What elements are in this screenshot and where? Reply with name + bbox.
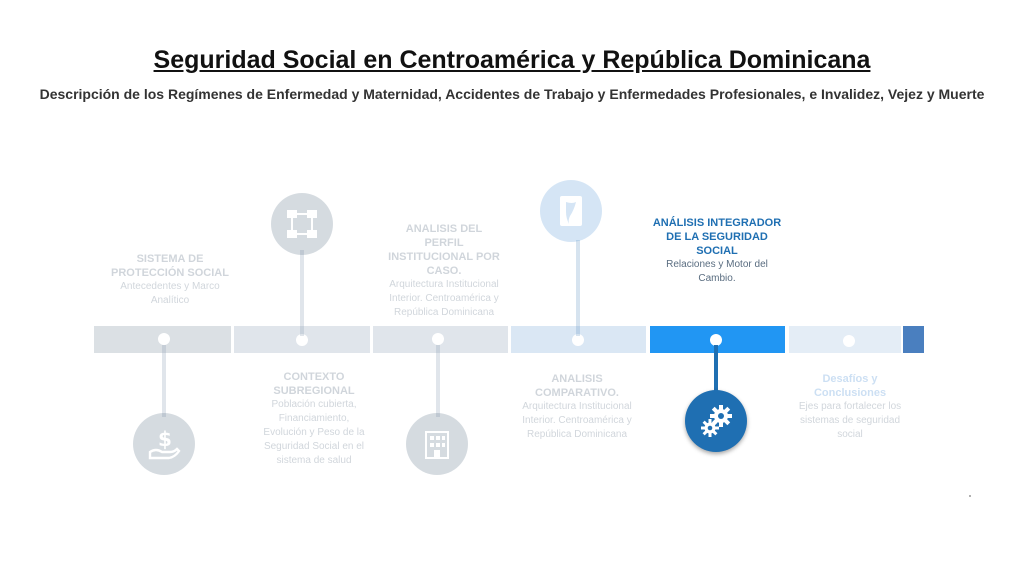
step-6-heading: Desafíos y Conclusiones <box>813 373 887 399</box>
connector-5 <box>714 345 718 393</box>
step-3-heading: ANALISIS DEL PERFIL INSTITUCIONAL POR CASO. <box>388 223 500 277</box>
page-title: Seguridad Social en Centroamérica y República Dominicana <box>153 46 871 74</box>
map-icon[interactable] <box>540 180 602 242</box>
step-5-label <box>652 216 782 286</box>
step-2-heading: CONTEXTO SUBREGIONAL <box>273 371 355 397</box>
step-4-heading: ANALISIS COMPARATIVO. <box>535 373 619 399</box>
timeline-node-1 <box>158 333 170 345</box>
step-4-label <box>520 372 634 442</box>
step-2-description: Población cubierta, Financiamiento, Evolución y Peso de la Seguridad Social en el sistema de salud <box>263 399 365 466</box>
timeline-node-3 <box>432 333 444 345</box>
connector-3 <box>436 345 440 417</box>
step-5-description: Relaciones y Motor del Cambio. <box>666 259 768 284</box>
step-1-label <box>110 252 230 308</box>
page-subtitle: Descripción de los Regímenes de Enfermedad y Maternidad, Accidentes de Trabajo y Enfermedades Profesionales, e Invalidez, Vejez y Muerte <box>39 86 985 102</box>
flow-chart-icon[interactable] <box>271 193 333 255</box>
step-3-label <box>385 222 503 320</box>
connector-4 <box>576 240 580 336</box>
step-5-heading: ANÁLISIS INTEGRADOR DE LA SEGURIDAD SOCIAL <box>652 217 782 257</box>
step-3-description: Arquitectura Institucional Interior. Centroamérica y República Dominicana <box>389 279 499 318</box>
step-6-description: Ejes para fortalecer los sistemas de seguridad social <box>798 401 902 440</box>
timeline-end-block <box>903 326 924 353</box>
connector-2 <box>300 250 304 336</box>
timeline-node-6 <box>843 335 855 347</box>
step-4-description: Arquitectura Institucional Interior. Centroamérica y República Dominicana <box>522 401 632 440</box>
connector-1 <box>162 345 166 417</box>
decorative-dot <box>969 495 971 497</box>
step-2-label <box>258 370 370 468</box>
gears-icon[interactable] <box>685 390 747 452</box>
step-1-description: Antecedentes y Marco Analítico <box>120 281 220 306</box>
building-icon[interactable] <box>406 413 468 475</box>
step-6-label <box>792 372 908 442</box>
dollar-hand-icon[interactable] <box>133 413 195 475</box>
svg-text:$: $ <box>158 427 172 451</box>
step-1-heading: SISTEMA DE PROTECCIÓN SOCIAL <box>111 253 229 279</box>
